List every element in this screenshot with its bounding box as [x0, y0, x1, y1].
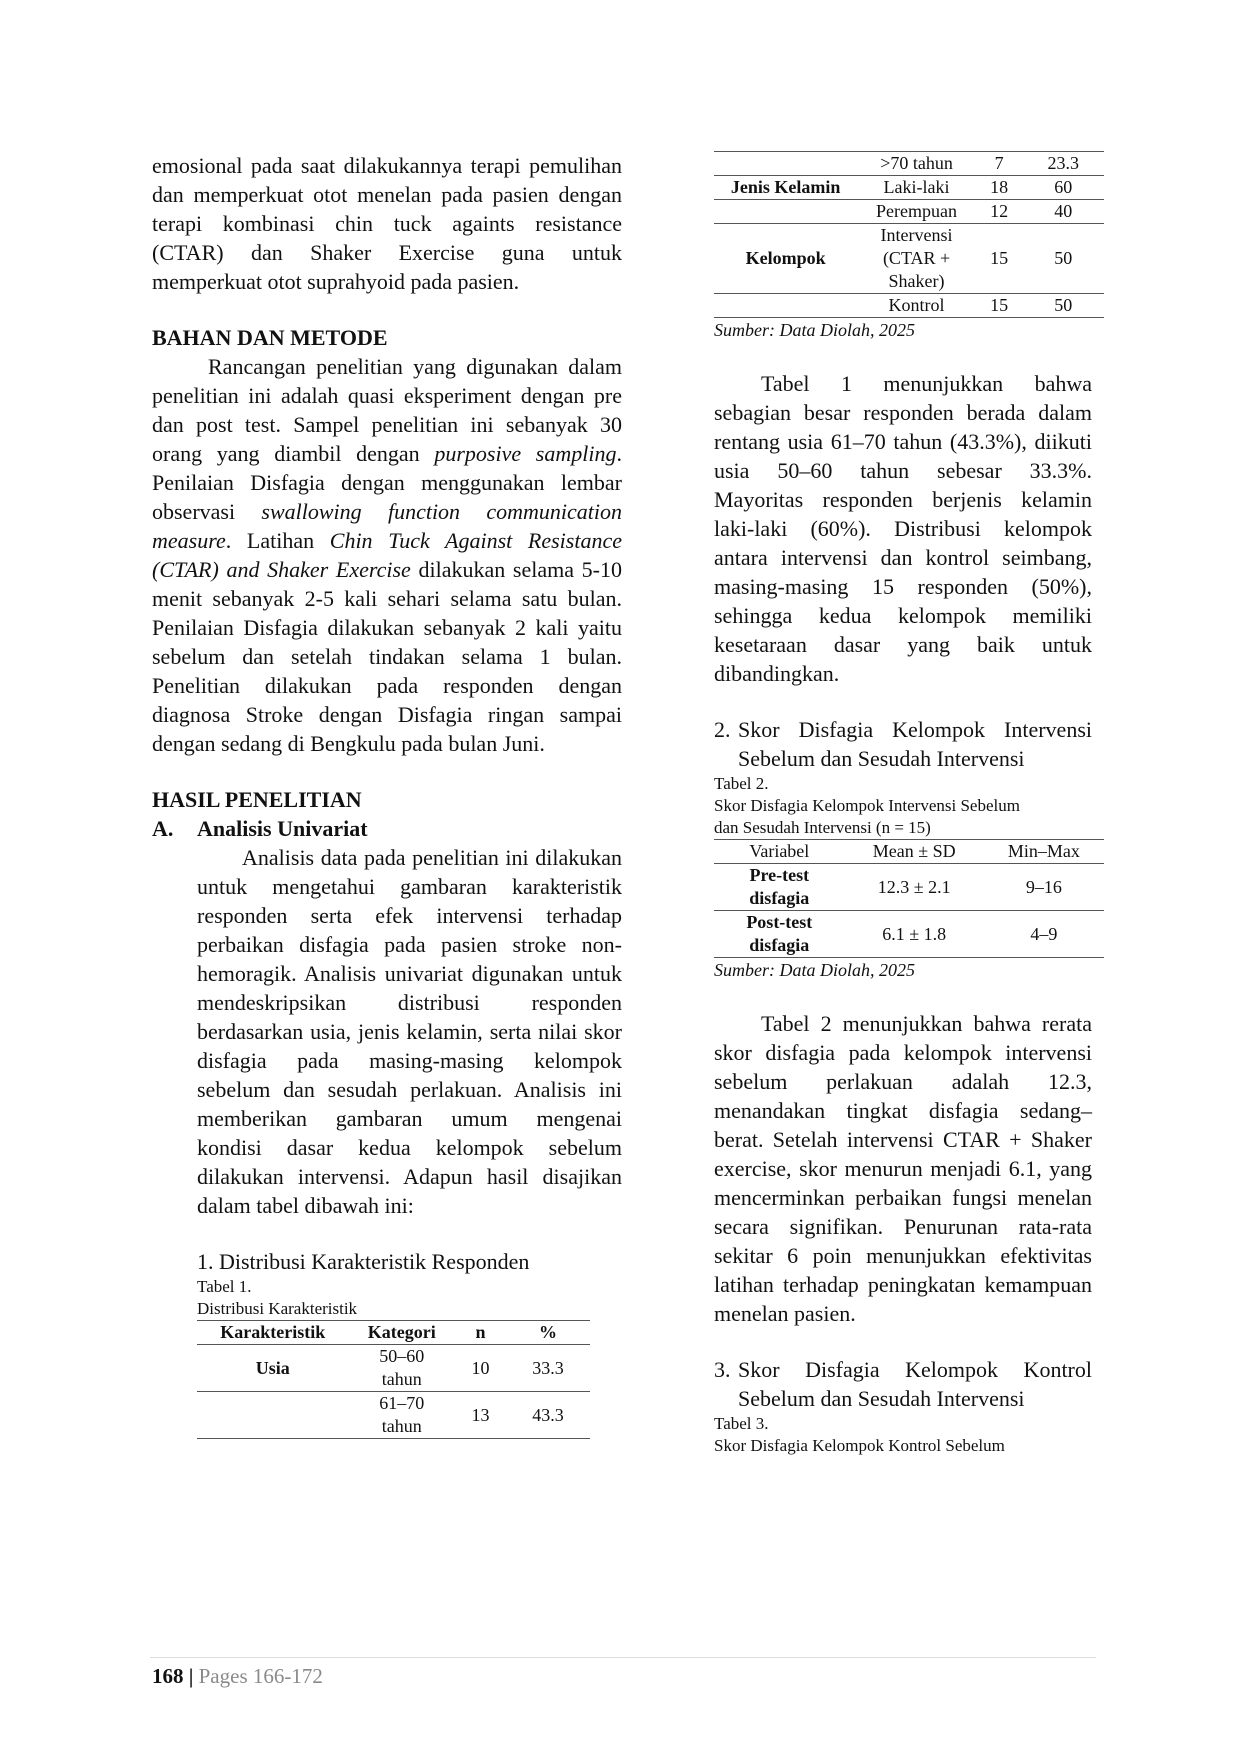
footer-divider	[150, 1657, 1096, 1658]
table-header-cell: Min–Max	[1007, 841, 1080, 861]
table2-source: Sumber: Data Diolah, 2025	[714, 960, 915, 980]
table-cell: 18	[990, 177, 1009, 197]
table-cell	[714, 294, 857, 318]
table-row	[197, 1392, 590, 1439]
left-column	[152, 151, 622, 1439]
table-header-cell: Karakteristik	[220, 1322, 326, 1342]
table1-continued	[714, 151, 1104, 318]
page-number: 168	[152, 1664, 184, 1688]
table2-caption-line2: Skor Disfagia Kelompok Intervensi Sebelum	[714, 796, 1020, 815]
table-header-row	[714, 840, 1104, 864]
table3-caption-line1: Tabel 3.	[714, 1414, 769, 1433]
table-cell: Kontrol	[888, 295, 945, 315]
table1-source: Sumber: Data Diolah, 2025	[714, 320, 915, 340]
table-cell: Jenis Kelamin	[730, 177, 841, 197]
table-header-cell: Kategori	[367, 1322, 436, 1342]
table-row	[714, 152, 1104, 176]
table-cell: 61–70 tahun	[379, 1393, 425, 1436]
methods-paragraph: Rancangan penelitian yang digunakan dalam penelitian ini adalah quasi eksperiment dengan pre dan post test. Sampel penelitian ini sebanyak 30 orang yang diambil dengan purposive sampling. Penilaian Disfagia dengan menggunakan lembar observasi swallowing function communication measure. Latihan Chin Tuck Against Resistance (CTAR) and Shaker Exercise dilakukan selama 5-10 menit sebanyak 2-5 kali sehari selama satu bulan. Penilaian Disfagia dilakukan sebanyak 2 kali yaitu sebelum dan setelah tindakan selama 1 bulan. Penelitian dilakukan pada responden dengan diagnosa Stroke dengan Disfagia ringan sampai dengan sedang di Bengkulu pada bulan Juni.	[152, 354, 622, 756]
table-cell: 9–16	[1025, 876, 1062, 897]
table2-caption-line3: dan Sesudah Intervensi (n = 15)	[714, 818, 931, 837]
table-cell: 13	[471, 1404, 490, 1425]
table-cell	[714, 152, 857, 176]
pages-range: Pages 166-172	[198, 1664, 323, 1688]
table-cell: 4–9	[1030, 923, 1058, 944]
intro-paragraph: emosional pada saat dilakukannya terapi pemulihan dan memperkuat otot menelan pada pasien dengan terapi kombinasi chin tuck againts resistance (CTAR) dan Shaker Exercise guna untuk memperkuat otot suprahyoid pada pasien.	[152, 153, 622, 294]
table-cell: 12.3 ± 2.1	[877, 876, 951, 897]
table-cell: Post-test disfagia	[746, 912, 813, 955]
table-cell: 23.3	[1047, 153, 1079, 173]
table-cell: 40	[1054, 201, 1073, 221]
table-cell: >70 tahun	[880, 153, 953, 173]
table-cell: Kelompok	[745, 248, 826, 268]
table2	[714, 839, 1104, 958]
table-cell: 15	[990, 248, 1009, 268]
table-row	[714, 911, 1104, 958]
table-header-cell: Variabel	[749, 841, 810, 861]
subheading-univariat: A. Analisis Univariat	[152, 816, 368, 841]
table-cell: 33.3	[532, 1357, 564, 1378]
table-header-cell: Mean ± SD	[872, 841, 956, 861]
table-row	[714, 864, 1104, 911]
item2-title: 2. Skor Disfagia Kelompok Intervensi Sebelum dan Sesudah Intervensi	[714, 717, 1092, 771]
table1-caption-line1: Tabel 1.	[197, 1277, 252, 1296]
table-header-cell: n	[475, 1322, 486, 1342]
table-row	[714, 224, 1104, 294]
right-column	[714, 151, 1092, 1457]
table1-caption-line2: Distribusi Karakteristik	[197, 1299, 358, 1318]
table-cell: 15	[990, 295, 1009, 315]
table-cell: 12	[990, 201, 1009, 221]
table-row	[197, 1345, 590, 1392]
table-cell: 7	[994, 153, 1004, 173]
table-cell: 60	[1054, 177, 1073, 197]
table3-caption-line2: Skor Disfagia Kelompok Kontrol Sebelum	[714, 1436, 1005, 1455]
page-footer	[152, 1664, 323, 1689]
table1	[197, 1320, 590, 1439]
table-cell: 50–60 tahun	[379, 1346, 425, 1389]
table-cell: Intervensi (CTAR + Shaker)	[880, 225, 953, 291]
table1-discussion: Tabel 1 menunjukkan bahwa sebagian besar responden berada dalam rentang usia 61–70 tahun (43.3%), diikuti usia 50–60 tahun sebesar 33.3%. Mayoritas responden berjenis kelamin laki-laki (60%). Distribusi kelompok antara intervensi dan kontrol seimbang, masing-masing 15 responden (50%), sehingga kedua kelompok memiliki kesetaraan dasar yang baik untuk dibandingkan.	[714, 371, 1092, 686]
table2-caption-line1: Tabel 2.	[714, 774, 769, 793]
table-header-row	[197, 1321, 590, 1345]
table-cell: 50	[1054, 295, 1073, 315]
table2-discussion: Tabel 2 menunjukkan bahwa rerata skor disfagia pada kelompok intervensi sebelum perlakuan adalah 12.3, menandakan tingkat disfagia sedang–berat. Setelah intervensi CTAR + Shaker exercise, skor menurun menjadi 6.1, yang mencerminkan perbaikan fungsi menelan secara signifikan. Penurunan rata-rata sekitar 6 poin menunjukkan efektivitas latihan terhadap peningkatan kemampuan menelan pasien.	[714, 1011, 1092, 1326]
table-row	[714, 200, 1104, 224]
table-cell: 43.3	[532, 1404, 564, 1425]
table-header-cell: %	[538, 1322, 557, 1342]
item3-title: 3. Skor Disfagia Kelompok Kontrol Sebelum dan Sesudah Intervensi	[714, 1357, 1092, 1411]
table-row	[714, 294, 1104, 318]
table-cell: Laki-laki	[883, 177, 950, 197]
results-heading: HASIL PENELITIAN	[152, 787, 362, 812]
item1-title: 1. Distribusi Karakteristik Responden	[197, 1249, 530, 1274]
table-cell: 10	[471, 1357, 490, 1378]
table-cell: Pre-test disfagia	[749, 865, 810, 908]
methods-heading: BAHAN DAN METODE	[152, 325, 388, 350]
table-cell: 6.1 ± 1.8	[882, 923, 947, 944]
table-cell	[714, 200, 857, 224]
univariat-paragraph: Analisis data pada penelitian ini dilakukan untuk mengetahui gambaran karakteristik responden serta efek intervensi terhadap perbaikan disfagia pada pasien stroke non-hemoragik. Analisis univariat digunakan untuk mendeskripsikan distribusi responden berdasarkan usia, jenis kelamin, serta nilai skor disfagia pada masing-masing kelompok sebelum dan sesudah perlakuan. Analisis ini memberikan gambaran umum mengenai kondisi dasar kedua kelompok sebelum dilakukan intervensi. Adapun hasil disajikan dalam tabel dibawah ini:	[197, 845, 622, 1218]
table-cell: Usia	[255, 1357, 290, 1378]
table-cell: Perempuan	[876, 201, 958, 221]
footer-separator: |	[188, 1664, 194, 1688]
table-row	[714, 176, 1104, 200]
table-cell	[197, 1392, 349, 1439]
table-cell: 50	[1054, 248, 1073, 268]
